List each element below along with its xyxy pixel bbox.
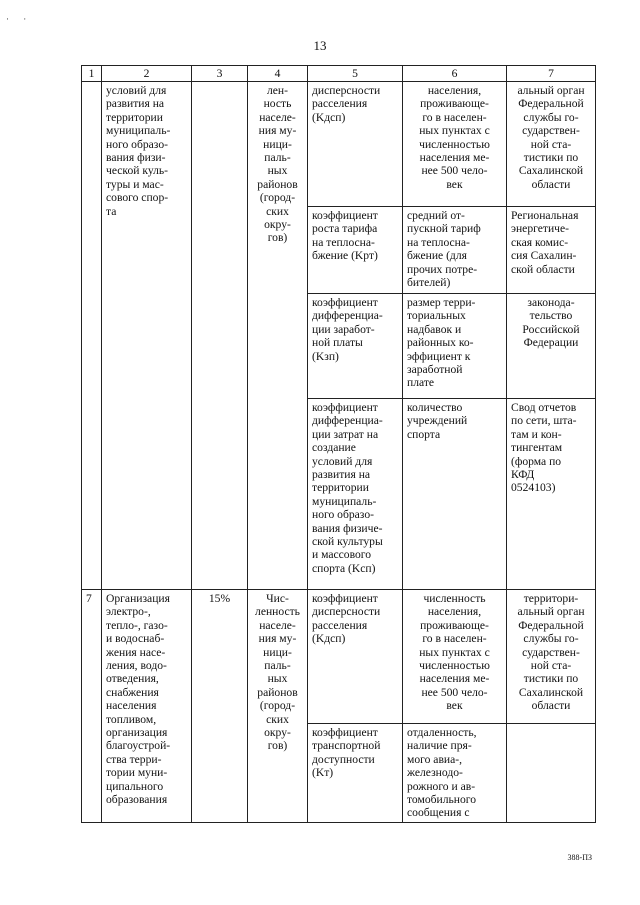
header-row [82,66,596,82]
coefficient-name: коэффициент транспортной доступности (Kт) [308,724,403,823]
row-number: 7 [82,590,102,823]
header-cell: 6 [403,66,507,82]
header-cell: 2 [102,66,192,82]
header-cell: 3 [192,66,248,82]
coefficient-parameter: населения, проживающе- го в населен- ных пунктах с численностью населения ме- нее 500 чело- век [403,82,507,207]
coefficient-parameter: отдаленность, наличие пря- мого авиа-, железнодо- рожного и ав- томобильного сообщения с [403,724,507,823]
service-name: Организация электро-, тепло-, газо- и водоснаб- жения насе- ления, водо- отведения, снабжения населения топливом, организация благоустрой- ства терри- тории муни- ципального образования [102,590,192,823]
coefficient-name: коэффициент дисперсности расселения (Kдсп) [308,590,403,724]
scan-specks: · · [6,14,33,24]
service-name: условий для развития на территории муниципаль- ного образо- вания физи- ческой куль- туры и мас- сового спор- та [102,82,192,590]
coefficient-parameter: средний от- пускной тариф на теплосна- бжение (для прочих потре- бителей) [403,207,507,294]
share-percent: 15% [192,590,248,823]
data-source: Региональная энергетиче- ская комис- сия Сахалин- ской области [507,207,596,294]
coefficient-parameter: количество учреждений спорта [403,399,507,590]
coefficient-name: коэффициент дифференциа- ции затрат на создание условий для развития на территории муниципаль- ного образо- вания физиче- ской культуры и массового спорта (Kсп) [308,399,403,590]
coefficient-name: коэффициент роста тарифа на теплосна- бжение (Kрт) [308,207,403,294]
data-source: Свод отчетов по сети, шта- там и кон- тингентам (форма по КФД 0524103) [507,399,596,590]
table-row [82,590,596,724]
coefficient-name: дисперсности расселения (Kдсп) [308,82,403,207]
document-code: 388-ПЗ [567,853,592,862]
page-number: 13 [313,38,327,53]
header-cell: 5 [308,66,403,82]
indicator: Чис- ленность населе- ния му- ници- паль- ных районов (город- ских окру- гов) [248,590,308,823]
header-cell: 7 [507,66,596,82]
indicator: лен- ность населе- ния му- ници- паль- ных районов (город- ских окру- гов) [248,82,308,590]
data-source: территори- альный орган Федеральной службы го- сударствен- ной ста- тистики по Сахалинской области [507,590,596,724]
share-percent [192,82,248,590]
coefficients-table [81,65,596,823]
data-source [507,724,596,823]
table-row [82,82,596,207]
data-source: альный орган Федеральной службы го- сударствен- ной ста- тистики по Сахалинской области [507,82,596,207]
coefficient-parameter: размер терри- ториальных надбавок и районных ко- эффициент к заработной плате [403,294,507,399]
header-cell: 1 [82,66,102,82]
coefficient-parameter: численность населения, проживающе- го в населен- ных пунктах с численностью населения ме- нее 500 чело- век [403,590,507,724]
header-cell: 4 [248,66,308,82]
data-source: законода- тельство Российской Федерации [507,294,596,399]
coefficient-name: коэффициент дифференциа- ции заработ- ной платы (Kзп) [308,294,403,399]
row-number [82,82,102,590]
